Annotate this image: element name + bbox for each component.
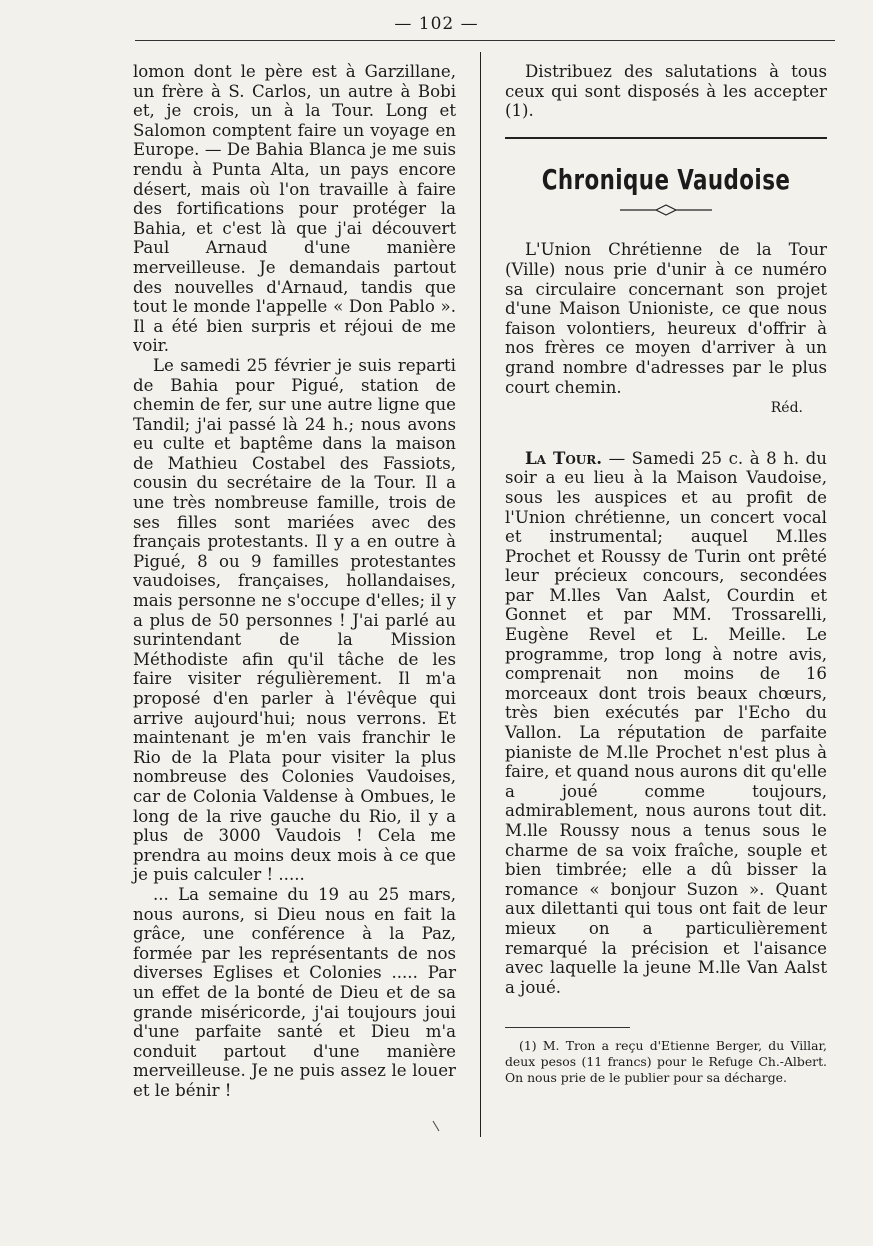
left-column (133, 62, 456, 1100)
tour-heading: La Tour. (525, 447, 603, 468)
union-paragraph: L'Union Chrétienne de la Tour (Ville) nous prie d'unir à ce numéro sa circulaire concernant son projet d'une Maison Unioniste, ce que nous faison volontiers, heureux d'offrir à nos frères ce moyen d'arriver à un grand nombre d'adresses par le plus court chemin. (505, 240, 827, 397)
footnote-rule (505, 1027, 630, 1028)
page-number: — 102 — (394, 14, 479, 34)
left-paragraph-2: Le samedi 25 février je suis reparti de Bahia pour Pigué, station de chemin de fer, sur une autre ligne que Tandil; j'ai passé là 24 h.; nous avons eu culte et baptême dans la maison de Mathieu Costabel des Fassiots, cousin du secrétaire de la Tour. Il a une très nombreuse famille, trois de ses filles sont mariées avec des français protestants. Il y a en outre à Pigué, 8 ou 9 familles protestantes vaudoises, françaises, hollandaises, mais personne ne s'occupe d'elles; il y a plus de 50 personnes ! J'ai parlé au surintendant de la Mission Méthodiste afin qu'il tâche de les faire visiter régulièrement. Il m'a proposé d'en parler à l'évêque qui arrive aujourd'hui; nous verrons. Et maintenant je m'en vais franchir le Rio de la Plata pour visiter la plus nombreuse des Colonies Vaudoises, car de Colonia Valdense à Ombues, le long de la rive gauche du Rio, il y a plus de 3000 Vaudois ! Cela me prendra au moins deux mois à ce que je puis calculer ! ..... (133, 355, 456, 885)
stray-mark (432, 1120, 440, 1132)
ornament-divider (505, 203, 827, 223)
section-heading: Chronique Vaudoise (541, 162, 791, 196)
footnote: (1) M. Tron a reçu d'Etienne Berger, du Villar, deux pesos (11 francs) pour le Refuge Ch.-Albert. On nous prie de le publier pour sa décharge. (505, 1038, 827, 1086)
tour-article (505, 449, 827, 998)
column-divider (480, 52, 481, 1137)
left-paragraph-1: lomon dont le père est à Garzillane, un frère à S. Carlos, un autre à Bobi et, je crois, un à la Tour. Long et Salomon comptent faire un voyage en Europe. — De Bahia Blanca je me suis rendu à Punta Alta, un pays encore désert, mais où l'on travaille à faire des fortifications pour protéger la Bahia, et c'est là que j'ai découvert Paul Arnaud d'une manière merveilleuse. Je demandais partout des nouvelles d'Arnaud, tandis que tout le monde l'appelle « Don Pablo ». Il a été bien surpris et réjoui de me voir. (133, 62, 456, 356)
tour-paragraph: — Samedi 25 c. à 8 h. du soir a eu lieu à la Maison Vaudoise, sous les auspices et au profit de l'Union chrétienne, un concert vocal et instrumental; auquel M.lles Prochet et Roussy de Turin ont prêté leur précieux concours, secondées par M.lles Van Aalst, Courdin et Gonnet et par MM. Trossarelli, Eugène Revel et L. Meille. Le programme, trop long à notre avis, comprenait non moins de 16 morceaux dont trois beaux chœurs, très bien exécutés par l'Echo du Vallon. La réputation de parfaite pianiste de M.lle Prochet n'est plus à faire, et quand nous aurons dit qu'elle a joué comme toujours, admirablement, nous aurons tout dit. M.lle Roussy nous a tenus sous le charme de sa voix fraîche, souple et bien timbrée; elle a dû bisser la romance « bonjour Suzon ». Quant aux dilettanti qui tous ont fait de leur mieux on a particulièrement remarqué la précision et l'aisance avec laquelle la jeune M.lle Van Aalst a joué. (505, 448, 827, 997)
header-rule (135, 40, 835, 41)
intro-paragraph: Distribuez des salutations à tous ceux qui sont disposés à les accepter (1). (505, 62, 827, 121)
left-paragraph-3: ... La semaine du 19 au 25 mars, nous aurons, si Dieu nous en fait la grâce, une conférence à la Paz, formée par les représentants de nos diverses Eglises et Colonies ..... Par un effet de la bonté de Dieu et de sa grande miséricorde, j'ai toujours joui d'une parfaite santé et Dieu m'a conduit partout d'une manière merveilleuse. Je ne puis assez le louer et le bénir ! (133, 884, 456, 1100)
right-column (505, 62, 827, 1086)
section-rule (505, 137, 827, 139)
editor-signature: Réd. (770, 400, 803, 417)
